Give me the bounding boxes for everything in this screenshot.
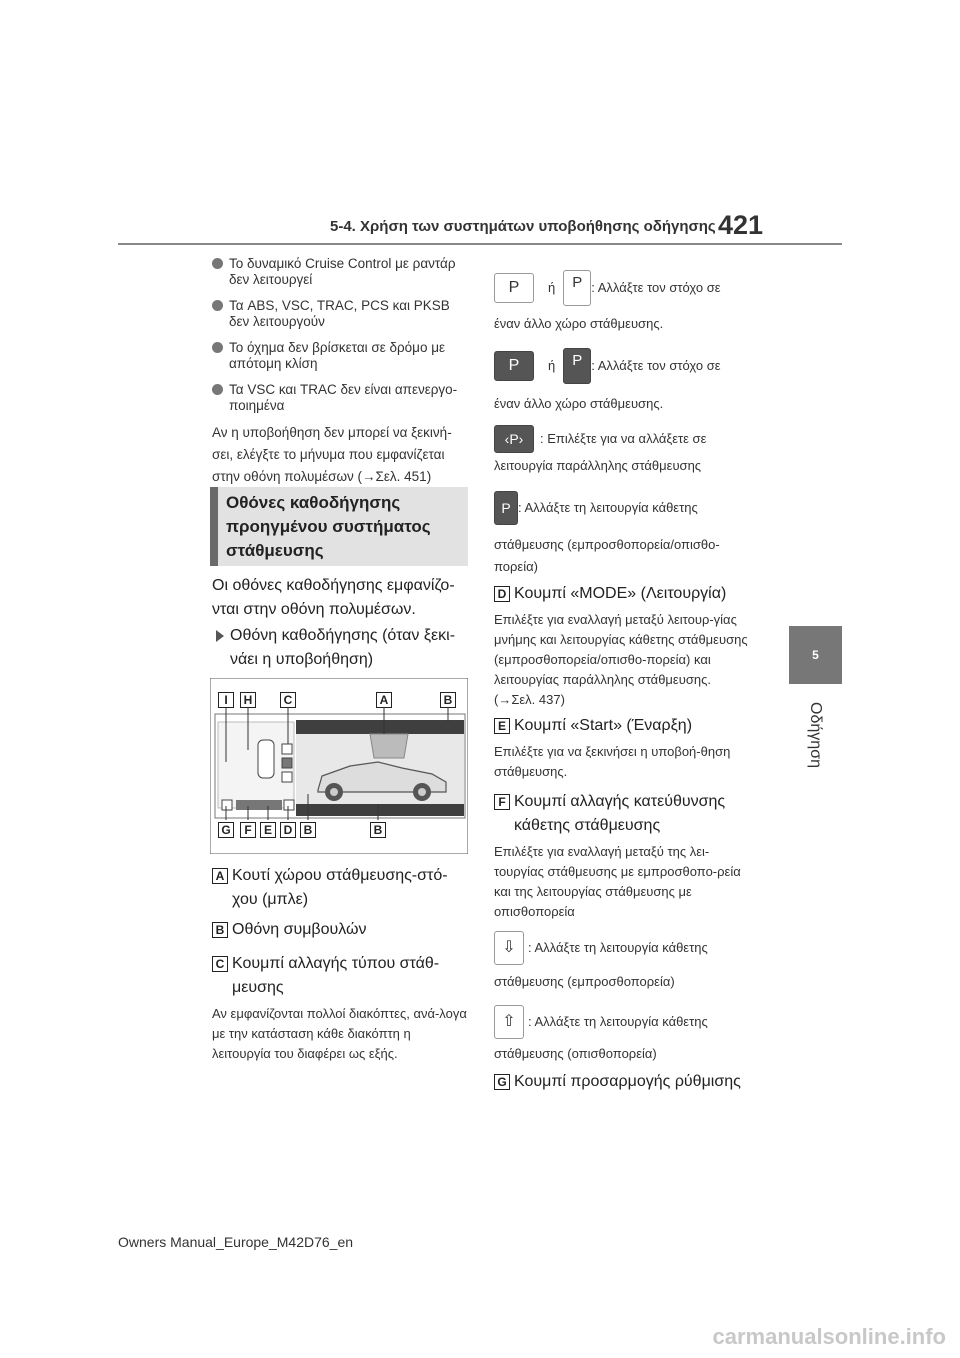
p-row-1: P ή P : Αλλάξτε τον στόχο σε [494, 268, 750, 308]
section-heading: Οθόνες καθοδήγησης προηγμένου συστήματος στάθμευσης [226, 493, 431, 560]
section-heading-box [210, 487, 468, 566]
paragraph: Αν η υποβοήθηση δεν μπορεί να ξεκινή-σει, ελέγξτε το μήνυμα που εμφανίζεται στην οθόνη πολυμέσων (→Σελ. 451) [212, 425, 452, 484]
list-item: Τα ABS, VSC, TRAC, PCS και PKSB δεν λειτουργούν [212, 298, 470, 330]
chapter-tab: 5 [789, 626, 842, 684]
p-row-2-cont: έναν άλλο χώρο στάθμευσης. [494, 396, 664, 411]
perp-cont: στάθμευσης (εμπροσθοπορεία/οπισθο-πορεία) [494, 537, 720, 574]
parallel-cont: λειτουργία παράλληλης στάθμευσης [494, 458, 702, 473]
perp-row: P : Αλλάξτε τη λειτουργία κάθετης [494, 490, 750, 526]
diagram-label-e: E [260, 822, 280, 841]
diagram-label-f: F [240, 822, 260, 841]
page-number: 421 [718, 210, 764, 240]
bullet-dot-icon [212, 300, 223, 311]
footer-text: Owners Manual_Europe_M42D76_en [118, 1234, 354, 1250]
forward-parking-icon: ⇩ [494, 931, 524, 965]
p-row-2: P ή P : Αλλάξτε τον στόχο σε [494, 346, 750, 386]
diagram-label-a: A [376, 692, 396, 711]
diagram-label-b3: B [370, 822, 390, 841]
bullet-dot-icon [212, 342, 223, 353]
p-selected-button-icon: P [494, 351, 534, 381]
diagram-label-d: D [280, 822, 300, 841]
sub-heading: Οθόνη καθοδήγησης (όταν ξεκι-νάει η υποβοήθηση) [216, 624, 468, 672]
item-e: E Κουμπί «Start» (Έναρξη) [494, 714, 750, 738]
item-d-desc: Επιλέξτε για εναλλαγή μεταξύ λειτουρ-γίας μνήμης και λειτουργίας κάθετης στάθμευσης (εμπροσθοπορεία/οπισθο-πορεία) και λειτουργίας παράλληλης στάθμευσης. (→Σελ. 437) [494, 612, 748, 707]
item-d: D Κουμπί «MODE» (Λειτουργία) [494, 582, 750, 606]
list-item: Το όχημα δεν βρίσκεται σε δρόμο με απότομη κλίση [212, 340, 470, 372]
chapter-label: Οδήγηση [806, 702, 824, 768]
diagram-label-b: B [440, 692, 460, 711]
item-c: C Κουμπί αλλαγής τύπου στάθ-μευσης [212, 952, 468, 1000]
diagram-label-h: H [240, 692, 260, 711]
parallel-row: ‹P› : Επιλέξτε για να αλλάξετε σε [494, 424, 750, 454]
item-f-desc: Επιλέξτε για εναλλαγή μεταξύ της λει-τουργίας στάθμευσης με εμπροσθοπο-ρεία και της λειτουργίας στάθμευσης με οπισθοπορεία [494, 844, 741, 919]
intro-text: Οι οθόνες καθοδήγησης εμφανίζο-νται στην οθόνη πολυμέσων. [212, 577, 455, 618]
guidance-diagram [210, 678, 468, 854]
parallel-parking-icon: ‹P› [494, 425, 534, 453]
item-a: A Κουτί χώρου στάθμευσης-στό-χου (μπλε) [212, 864, 468, 912]
rev-row: ⇧ : Αλλάξτε τη λειτουργία κάθετης [494, 1004, 750, 1040]
p-vertical-button-icon: P [563, 270, 591, 306]
heading-bar [210, 487, 218, 566]
item-g: G Κουμπί προσαρμογής ρύθμισης [494, 1070, 750, 1094]
diagram-label-g: G [218, 822, 238, 841]
item-f: F Κουμπί αλλαγής κατεύθυνσης κάθετης στάθμευσης [494, 790, 750, 838]
reverse-parking-icon: ⇧ [494, 1005, 524, 1039]
triangle-icon [216, 630, 224, 642]
p-vertical-selected-button-icon: P [563, 348, 591, 384]
rev-cont: στάθμευσης (οπισθοπορεία) [494, 1046, 657, 1061]
p-row-1-cont: έναν άλλο χώρο στάθμευσης. [494, 316, 664, 331]
diagram-label-b2: B [300, 822, 320, 841]
p-button-icon: P [494, 273, 534, 303]
watermark: carmanualsonline.info [712, 1324, 946, 1349]
diagram-label-i: I [218, 692, 238, 711]
bullet-list [212, 256, 470, 488]
list-item: Τα VSC και TRAC δεν είναι απενεργο-ποιημένα [212, 382, 470, 414]
fwd-cont: στάθμευσης (εμπροσθοπορεία) [494, 974, 675, 989]
item-e-desc: Επιλέξτε για να ξεκινήσει η υποβοή-θηση στάθμευσης. [494, 744, 731, 779]
fwd-row: ⇩ : Αλλάξτε τη λειτουργία κάθετης [494, 930, 750, 966]
diagram-label-c: C [280, 692, 300, 711]
list-item: Το δυναμικό Cruise Control με ραντάρ δεν λειτουργεί [212, 256, 470, 288]
bullet-dot-icon [212, 258, 223, 269]
bullet-dot-icon [212, 384, 223, 395]
c-note: Αν εμφανίζονται πολλοί διακόπτες, ανά-λογα με την κατάσταση κάθε διακόπτη η λειτουργία του διαφέρει ως εξής. [212, 1006, 467, 1061]
perpendicular-parking-icon: P [494, 491, 518, 525]
section-title: 5-4. Χρήση των συστημάτων υποβοήθησης οδήγησης [330, 218, 716, 235]
item-b: B Οθόνη συμβουλών [212, 918, 468, 942]
header-rule [118, 243, 842, 245]
